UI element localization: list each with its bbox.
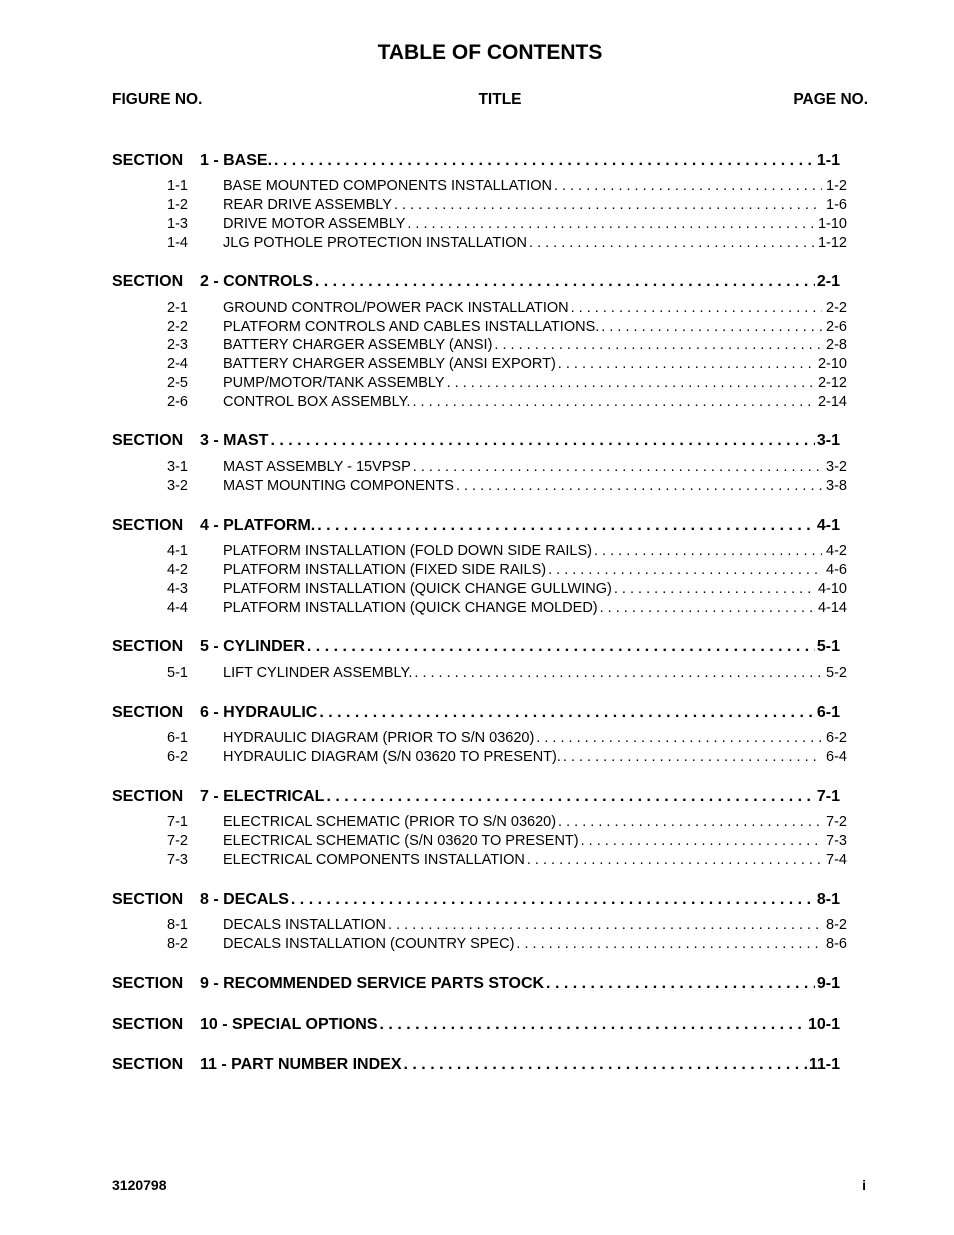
dot-leader bbox=[598, 600, 814, 616]
figure-page-number: 5-2 bbox=[826, 665, 847, 681]
toc-figure-row[interactable] bbox=[167, 730, 847, 749]
figure-number: 1-2 bbox=[167, 197, 188, 213]
section-title: 11 - PART NUMBER INDEX bbox=[200, 1056, 402, 1073]
figure-number: 2-3 bbox=[167, 337, 188, 353]
section-label: SECTION bbox=[112, 638, 184, 655]
dot-leader bbox=[579, 833, 822, 849]
figure-number: 2-4 bbox=[167, 356, 188, 372]
figure-page-number: 6-2 bbox=[826, 730, 847, 746]
figure-title: LIFT CYLINDER ASSEMBLY. bbox=[223, 665, 413, 681]
dot-leader bbox=[315, 517, 815, 535]
section-page-number: 1-1 bbox=[816, 152, 840, 169]
figure-title: DECALS INSTALLATION (COUNTRY SPEC) bbox=[223, 936, 515, 952]
figure-title: PLATFORM CONTROLS AND CABLES INSTALLATIONS. bbox=[223, 319, 600, 335]
section-title: 10 - SPECIAL OPTIONS bbox=[200, 1016, 378, 1033]
section-title: 9 - RECOMMENDED SERVICE PARTS STOCK bbox=[200, 975, 545, 992]
toc-figure-row[interactable] bbox=[167, 581, 847, 600]
dot-leader bbox=[492, 337, 822, 353]
dot-leader bbox=[289, 891, 815, 909]
figure-title: PUMP/MOTOR/TANK ASSEMBLY bbox=[223, 375, 445, 391]
toc-section-row[interactable] bbox=[112, 638, 840, 660]
dot-leader bbox=[411, 459, 822, 475]
dot-leader bbox=[324, 788, 814, 806]
figure-number: 2-5 bbox=[167, 375, 188, 391]
toc-section-row[interactable] bbox=[112, 273, 840, 295]
figure-number: 1-1 bbox=[167, 178, 188, 194]
page-no-header: PAGE NO. bbox=[793, 91, 868, 108]
toc-figure-row[interactable] bbox=[167, 478, 847, 497]
figure-page-number: 4-14 bbox=[817, 600, 847, 616]
figure-number: 6-1 bbox=[167, 730, 188, 746]
toc-figure-row[interactable] bbox=[167, 197, 847, 216]
dot-leader bbox=[268, 432, 814, 450]
page-number: i bbox=[862, 1177, 866, 1193]
toc-section-row[interactable] bbox=[112, 704, 840, 726]
figure-page-number: 2-10 bbox=[817, 356, 847, 372]
figure-title: DECALS INSTALLATION bbox=[223, 917, 387, 933]
dot-leader bbox=[599, 319, 822, 335]
section-page-number: 10-1 bbox=[807, 1016, 840, 1033]
toc-section-row[interactable] bbox=[112, 891, 840, 913]
section-label: SECTION bbox=[112, 1016, 184, 1033]
figure-title: PLATFORM INSTALLATION (FIXED SIDE RAILS) bbox=[223, 562, 547, 578]
toc-figure-row[interactable] bbox=[167, 749, 847, 768]
figure-number: 2-1 bbox=[167, 300, 188, 316]
figure-title: MAST ASSEMBLY - 15VPSP bbox=[223, 459, 411, 475]
figure-number: 4-2 bbox=[167, 562, 188, 578]
section-label: SECTION bbox=[112, 704, 184, 721]
dot-leader bbox=[305, 638, 815, 656]
dot-leader bbox=[317, 704, 815, 722]
dot-leader bbox=[612, 581, 814, 597]
dot-leader bbox=[561, 749, 822, 765]
toc-figure-row[interactable] bbox=[167, 337, 847, 356]
toc-figure-row[interactable] bbox=[167, 356, 847, 375]
dot-leader bbox=[527, 235, 814, 251]
document-number: 3120798 bbox=[112, 1177, 167, 1193]
figure-page-number: 3-2 bbox=[826, 459, 847, 475]
figure-number: 1-4 bbox=[167, 235, 188, 251]
figure-title: BATTERY CHARGER ASSEMBLY (ANSI) bbox=[223, 337, 493, 353]
section-title: 1 - BASE. bbox=[200, 152, 273, 169]
figure-number: 1-3 bbox=[167, 216, 188, 232]
figure-title: PLATFORM INSTALLATION (QUICK CHANGE MOLDED) bbox=[223, 600, 598, 616]
section-title: 7 - ELECTRICAL bbox=[200, 788, 325, 805]
figure-number: 8-2 bbox=[167, 936, 188, 952]
figure-number: 3-2 bbox=[167, 478, 188, 494]
dot-leader bbox=[514, 936, 822, 952]
dot-leader bbox=[569, 300, 822, 316]
figure-number: 4-3 bbox=[167, 581, 188, 597]
toc-figure-row[interactable] bbox=[167, 300, 847, 319]
dot-leader bbox=[392, 197, 822, 213]
figure-page-number: 2-2 bbox=[826, 300, 847, 316]
dot-leader bbox=[405, 216, 814, 232]
toc-figure-row[interactable] bbox=[167, 319, 847, 338]
figure-page-number: 1-10 bbox=[817, 216, 847, 232]
figure-number: 4-4 bbox=[167, 600, 188, 616]
figure-title: CONTROL BOX ASSEMBLY. bbox=[223, 394, 411, 410]
figure-number: 2-2 bbox=[167, 319, 188, 335]
figure-page-number: 8-2 bbox=[826, 917, 847, 933]
section-title: 3 - MAST bbox=[200, 432, 269, 449]
section-title: 4 - PLATFORM. bbox=[200, 517, 316, 534]
page-title: TABLE OF CONTENTS bbox=[377, 41, 603, 64]
section-page-number: 8-1 bbox=[816, 891, 840, 908]
dot-leader bbox=[556, 814, 822, 830]
dot-leader bbox=[412, 665, 822, 681]
toc-section-row[interactable] bbox=[112, 975, 840, 997]
figure-title: HYDRAULIC DIAGRAM (S/N 03620 TO PRESENT). bbox=[223, 749, 561, 765]
toc-section-row[interactable] bbox=[112, 1056, 840, 1078]
dot-leader bbox=[386, 917, 822, 933]
section-page-number: 9-1 bbox=[816, 975, 840, 992]
figure-number: 7-2 bbox=[167, 833, 188, 849]
figure-page-number: 1-12 bbox=[817, 235, 847, 251]
toc-figure-row[interactable] bbox=[167, 459, 847, 478]
figure-page-number: 7-4 bbox=[826, 852, 847, 868]
figure-page-number: 6-4 bbox=[826, 749, 847, 765]
section-page-number: 4-1 bbox=[816, 517, 840, 534]
toc-figure-row[interactable] bbox=[167, 216, 847, 235]
figure-page-number: 8-6 bbox=[826, 936, 847, 952]
figure-title: DRIVE MOTOR ASSEMBLY bbox=[223, 216, 406, 232]
section-label: SECTION bbox=[112, 975, 184, 992]
figure-page-number: 3-8 bbox=[826, 478, 847, 494]
figure-title: REAR DRIVE ASSEMBLY bbox=[223, 197, 392, 213]
figure-page-number: 2-6 bbox=[826, 319, 847, 335]
section-page-number: 3-1 bbox=[816, 432, 840, 449]
dot-leader bbox=[525, 852, 822, 868]
figure-number: 5-1 bbox=[167, 665, 188, 681]
dot-leader bbox=[445, 375, 814, 391]
section-title: 6 - HYDRAULIC bbox=[200, 704, 318, 721]
figure-page-number: 7-3 bbox=[826, 833, 847, 849]
figure-number: 8-1 bbox=[167, 917, 188, 933]
toc-figure-row[interactable] bbox=[167, 814, 847, 833]
dot-leader bbox=[411, 394, 814, 410]
toc-figure-row[interactable] bbox=[167, 917, 847, 936]
figure-page-number: 2-8 bbox=[826, 337, 847, 353]
figure-title: BASE MOUNTED COMPONENTS INSTALLATION bbox=[223, 178, 552, 194]
figure-page-number: 1-2 bbox=[826, 178, 847, 194]
section-label: SECTION bbox=[112, 432, 184, 449]
toc-figure-row[interactable] bbox=[167, 665, 847, 684]
title-header: TITLE bbox=[478, 91, 522, 108]
dot-leader bbox=[378, 1016, 806, 1034]
toc-section-row[interactable] bbox=[112, 517, 840, 539]
figure-number: 2-6 bbox=[167, 394, 188, 410]
toc-figure-row[interactable] bbox=[167, 600, 847, 619]
figure-page-number: 7-2 bbox=[826, 814, 847, 830]
toc-figure-row[interactable] bbox=[167, 178, 847, 197]
toc-figure-row[interactable] bbox=[167, 375, 847, 394]
toc-figure-row[interactable] bbox=[167, 394, 847, 413]
figure-number: 6-2 bbox=[167, 749, 188, 765]
section-label: SECTION bbox=[112, 1056, 184, 1073]
section-page-number: 6-1 bbox=[816, 704, 840, 721]
section-label: SECTION bbox=[112, 273, 184, 290]
section-label: SECTION bbox=[112, 788, 184, 805]
section-label: SECTION bbox=[112, 152, 184, 169]
section-label: SECTION bbox=[112, 891, 184, 908]
dot-leader bbox=[534, 730, 822, 746]
toc-section-row[interactable] bbox=[112, 432, 840, 454]
section-title: 2 - CONTROLS bbox=[200, 273, 313, 290]
dot-leader bbox=[592, 543, 822, 559]
figure-title: PLATFORM INSTALLATION (QUICK CHANGE GULLWING) bbox=[223, 581, 612, 597]
section-page-number: 7-1 bbox=[816, 788, 840, 805]
figure-page-number: 1-6 bbox=[826, 197, 847, 213]
toc-figure-row[interactable] bbox=[167, 235, 847, 254]
dot-leader bbox=[552, 178, 822, 194]
toc-figure-row[interactable] bbox=[167, 936, 847, 955]
toc-figure-row[interactable] bbox=[167, 833, 847, 852]
figure-title: PLATFORM INSTALLATION (FOLD DOWN SIDE RAILS) bbox=[223, 543, 592, 559]
figure-no-header: FIGURE NO. bbox=[112, 91, 203, 108]
toc-figure-row[interactable] bbox=[167, 852, 847, 871]
dot-leader bbox=[402, 1056, 807, 1074]
figure-number: 7-3 bbox=[167, 852, 188, 868]
figure-number: 3-1 bbox=[167, 459, 188, 475]
section-page-number: 5-1 bbox=[816, 638, 840, 655]
figure-page-number: 2-14 bbox=[817, 394, 847, 410]
figure-number: 7-1 bbox=[167, 814, 188, 830]
section-page-number: 2-1 bbox=[816, 273, 840, 290]
toc-section-row[interactable] bbox=[112, 152, 840, 174]
section-page-number: 11-1 bbox=[808, 1056, 840, 1073]
dot-leader bbox=[272, 152, 815, 170]
toc-section-row[interactable] bbox=[112, 788, 840, 810]
dot-leader bbox=[454, 478, 822, 494]
figure-number: 4-1 bbox=[167, 543, 188, 559]
figure-title: HYDRAULIC DIAGRAM (PRIOR TO S/N 03620) bbox=[223, 730, 535, 746]
section-title: 8 - DECALS bbox=[200, 891, 289, 908]
toc-figure-row[interactable] bbox=[167, 562, 847, 581]
figure-page-number: 4-6 bbox=[826, 562, 847, 578]
figure-page-number: 4-2 bbox=[826, 543, 847, 559]
figure-title: JLG POTHOLE PROTECTION INSTALLATION bbox=[223, 235, 528, 251]
figure-title: BATTERY CHARGER ASSEMBLY (ANSI EXPORT) bbox=[223, 356, 556, 372]
section-title: 5 - CYLINDER bbox=[200, 638, 305, 655]
figure-title: ELECTRICAL SCHEMATIC (S/N 03620 TO PRESENT) bbox=[223, 833, 579, 849]
toc-section-row[interactable] bbox=[112, 1016, 840, 1038]
dot-leader bbox=[544, 975, 815, 993]
toc-figure-row[interactable] bbox=[167, 543, 847, 562]
figure-page-number: 2-12 bbox=[817, 375, 847, 391]
section-label: SECTION bbox=[112, 517, 184, 534]
figure-title: ELECTRICAL COMPONENTS INSTALLATION bbox=[223, 852, 525, 868]
figure-page-number: 4-10 bbox=[817, 581, 847, 597]
figure-title: MAST MOUNTING COMPONENTS bbox=[223, 478, 454, 494]
figure-title: ELECTRICAL SCHEMATIC (PRIOR TO S/N 03620) bbox=[223, 814, 557, 830]
figure-title: GROUND CONTROL/POWER PACK INSTALLATION bbox=[223, 300, 569, 316]
dot-leader bbox=[546, 562, 822, 578]
dot-leader bbox=[556, 356, 814, 372]
dot-leader bbox=[313, 273, 815, 291]
